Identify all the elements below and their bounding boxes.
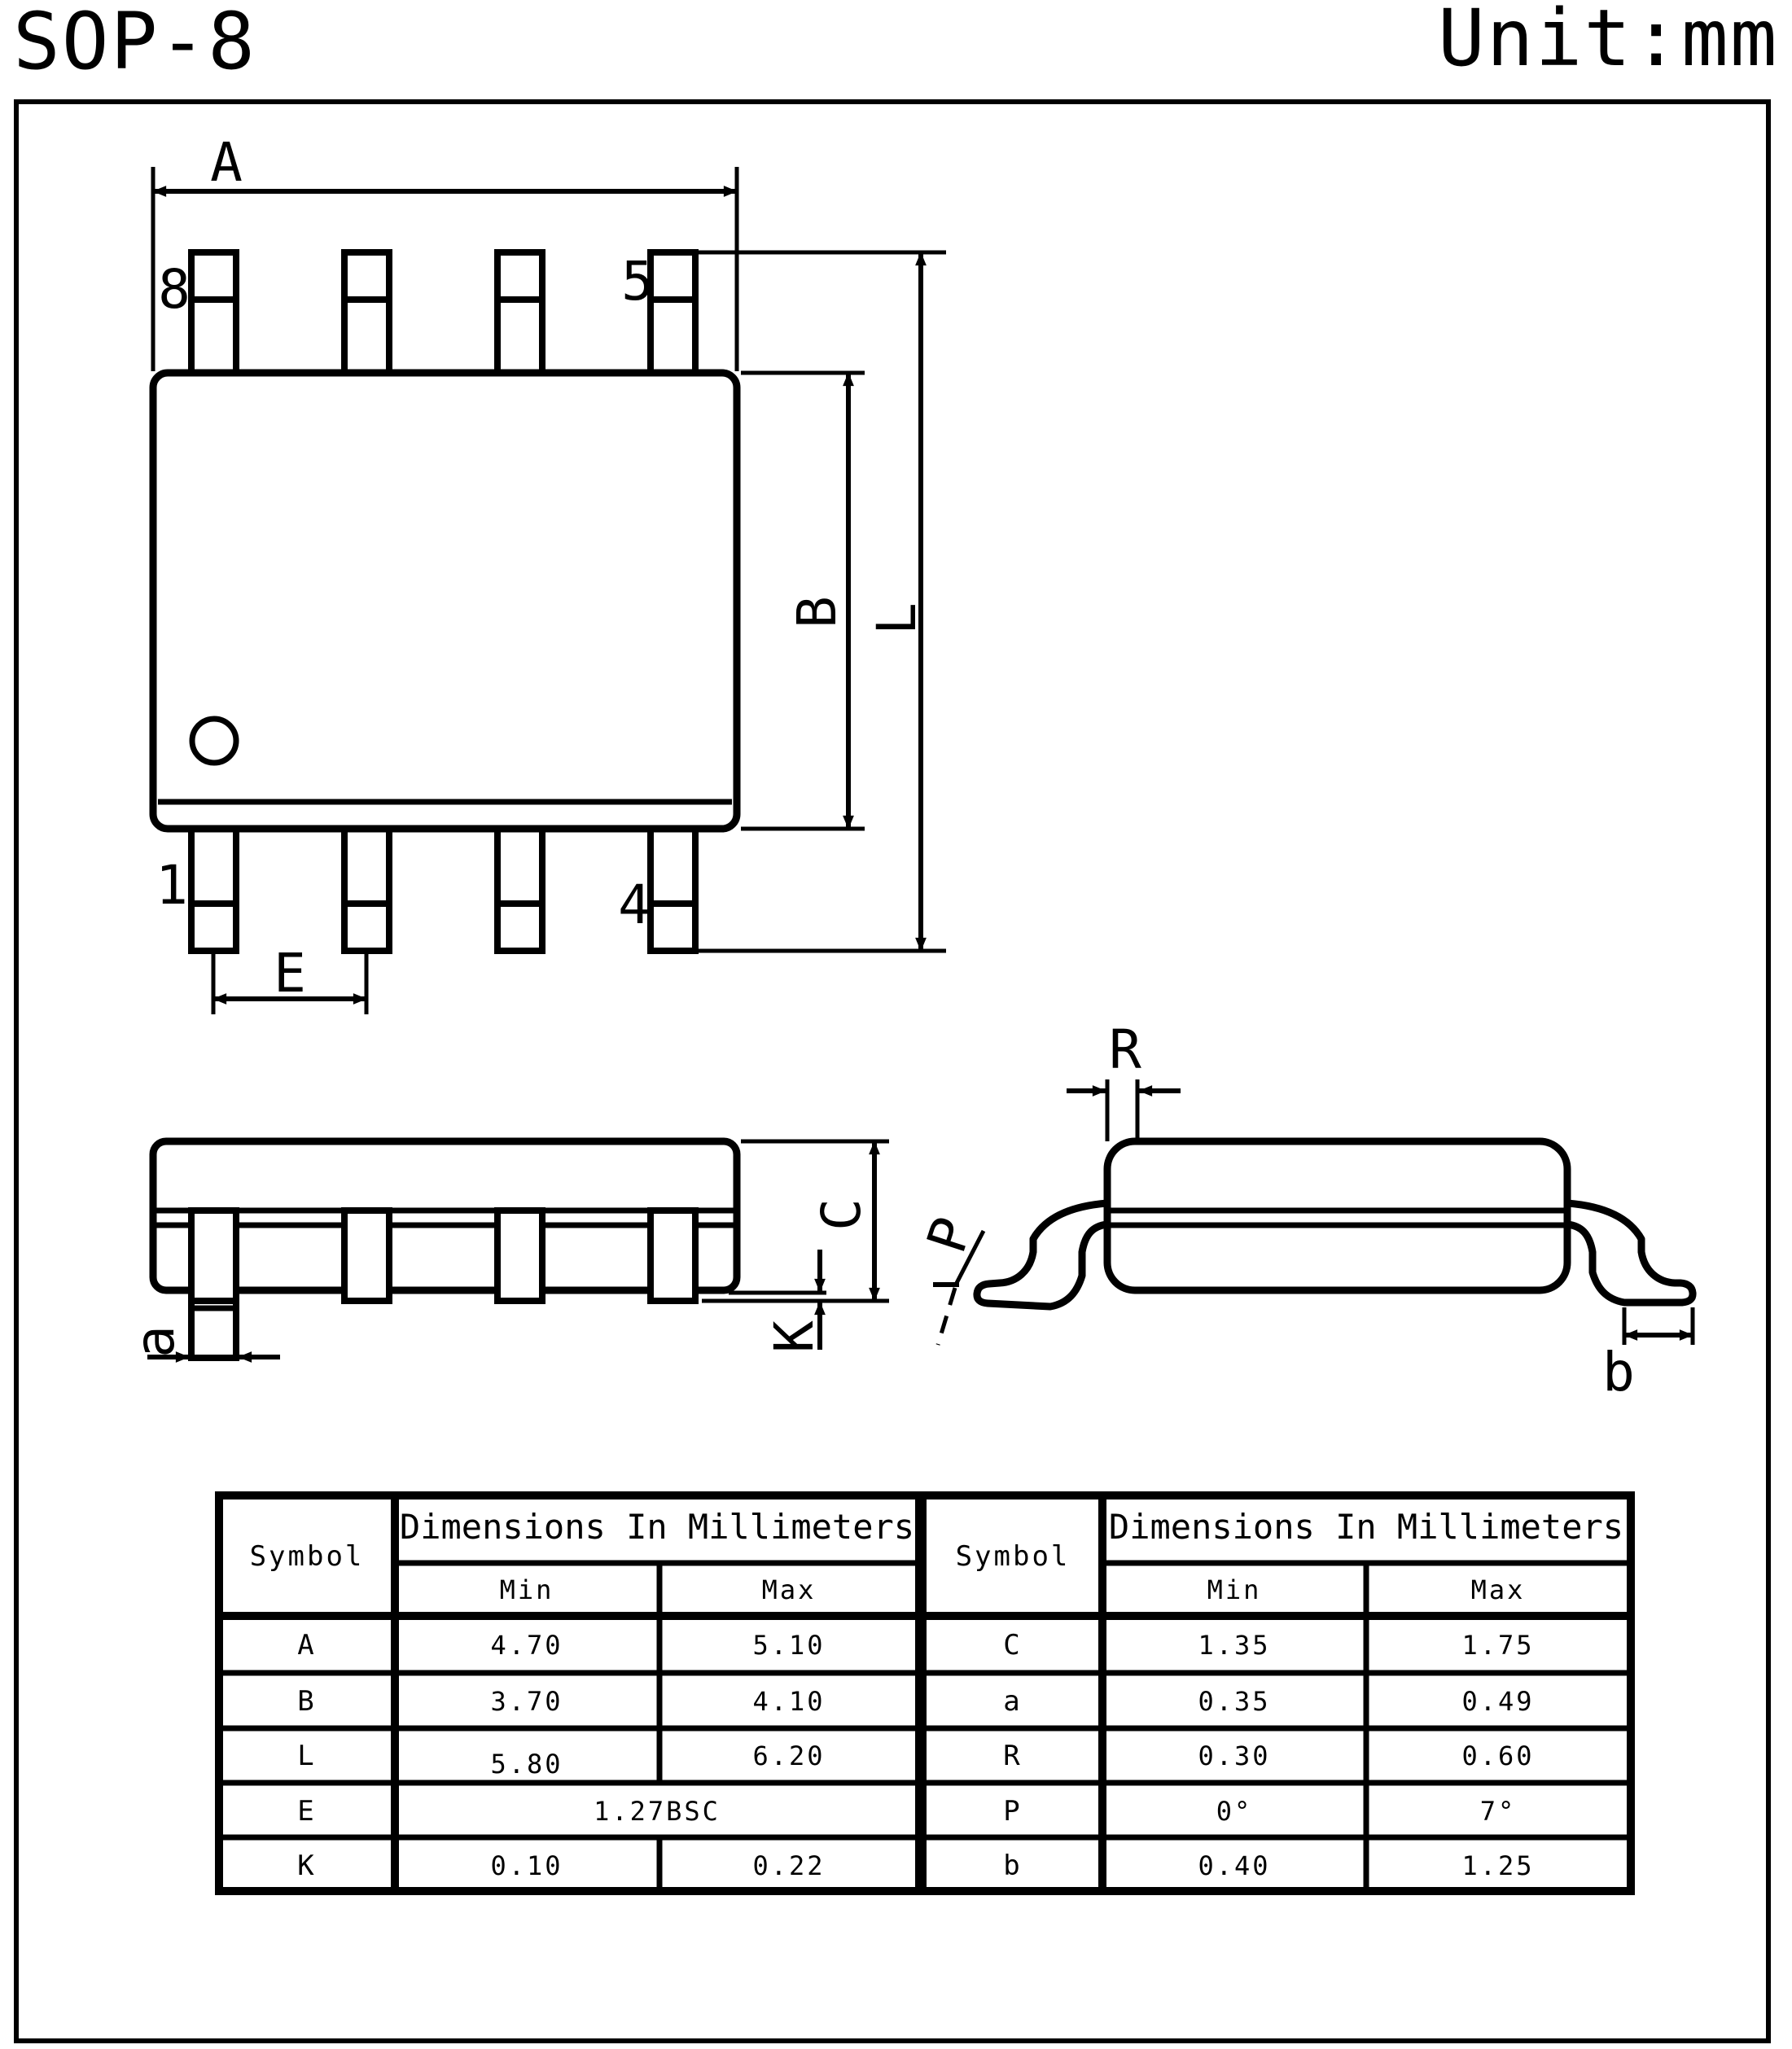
package-body-top-view — [153, 373, 737, 829]
row-symbol: L — [297, 1740, 317, 1772]
row-symbol: b — [1003, 1850, 1023, 1882]
gull-wing-lead-left — [977, 1203, 1107, 1307]
row-symbol: A — [297, 1629, 317, 1662]
row-max: 7° — [1479, 1796, 1517, 1827]
table-row — [297, 1795, 721, 1828]
row-max: 0.60 — [1461, 1740, 1535, 1771]
min-header: Min — [499, 1574, 554, 1605]
row-max: 0.22 — [752, 1850, 826, 1881]
row-min: 0° — [1216, 1796, 1253, 1827]
table-row — [297, 1850, 825, 1882]
dim-a-label: A — [210, 131, 243, 194]
row-symbol: K — [297, 1850, 317, 1882]
symbol-header: Symbol — [955, 1540, 1071, 1573]
row-span-value: 1.27BSC — [594, 1796, 721, 1827]
row-max: 4.10 — [752, 1686, 826, 1717]
pin-1-number: 1 — [156, 854, 188, 917]
row-min: 4.70 — [490, 1630, 563, 1661]
dim-b-label: B — [786, 596, 848, 628]
row-min: 5.80 — [490, 1749, 563, 1780]
min-header: Min — [1207, 1574, 1262, 1605]
dim-k-label: K — [763, 1320, 826, 1353]
table-row — [1003, 1795, 1516, 1828]
pin-5-lead — [651, 252, 695, 373]
table-row — [297, 1740, 825, 1780]
dim-r-label: R — [1109, 1018, 1141, 1081]
pin-1-lead — [191, 829, 236, 951]
package-body-end-view — [1107, 1141, 1567, 1290]
row-min: 1.35 — [1198, 1630, 1271, 1661]
pin-5-number: 5 — [621, 250, 654, 313]
pin-8-lead — [191, 252, 236, 373]
dim-e-label: E — [274, 942, 306, 1005]
row-min: 0.10 — [490, 1850, 563, 1881]
side-pin — [497, 1211, 542, 1301]
unit-label: Unit:mm — [1438, 0, 1779, 84]
dimension-table-left — [219, 1495, 919, 1891]
dimensions-header: Dimensions In Millimeters — [1108, 1507, 1624, 1547]
dim-a-lower-label: a — [124, 1325, 186, 1358]
pin-4-number: 4 — [618, 873, 651, 936]
table-row — [1003, 1685, 1534, 1718]
row-min: 3.70 — [490, 1686, 563, 1717]
row-symbol: E — [297, 1795, 317, 1828]
pin-3-lead — [497, 829, 542, 951]
row-symbol: B — [297, 1685, 317, 1718]
dimensions-header: Dimensions In Millimeters — [399, 1507, 915, 1547]
gull-wing-lead-right — [1567, 1203, 1693, 1303]
dim-p-dashed-line — [938, 1288, 955, 1345]
page-title: SOP-8 — [13, 0, 256, 87]
row-max: 1.25 — [1461, 1850, 1535, 1881]
end-view — [915, 1018, 1693, 1403]
side-view — [124, 1141, 889, 1358]
row-max: 0.49 — [1461, 1686, 1535, 1717]
side-pin — [344, 1211, 389, 1301]
top-view — [153, 131, 946, 1014]
max-header: Max — [761, 1574, 817, 1605]
pin-4-lead — [651, 829, 695, 951]
row-min: 0.35 — [1198, 1686, 1271, 1717]
row-max: 6.20 — [752, 1740, 826, 1771]
dimension-table-right — [922, 1495, 1631, 1891]
table-row — [1003, 1740, 1534, 1772]
row-max: 5.10 — [752, 1630, 826, 1661]
row-max: 1.75 — [1461, 1630, 1535, 1661]
table-row — [297, 1629, 825, 1662]
side-pin — [651, 1211, 695, 1301]
dim-b-foot-label: b — [1602, 1341, 1635, 1403]
row-min: 0.40 — [1198, 1850, 1271, 1881]
max-header: Max — [1470, 1574, 1526, 1605]
pin-2-lead — [344, 829, 389, 951]
symbol-header: Symbol — [249, 1540, 365, 1573]
row-symbol: R — [1003, 1740, 1023, 1772]
dim-c-label: C — [810, 1198, 873, 1231]
row-min: 0.30 — [1198, 1740, 1271, 1771]
row-symbol: C — [1003, 1629, 1023, 1662]
row-symbol: a — [1003, 1685, 1023, 1718]
dim-l-label: L — [865, 602, 928, 635]
pin-8-number: 8 — [158, 258, 191, 321]
side-pin — [191, 1211, 236, 1301]
row-symbol: P — [1003, 1795, 1023, 1828]
table-row — [1003, 1850, 1534, 1882]
table-row — [297, 1685, 825, 1718]
table-row — [1003, 1629, 1534, 1662]
dim-p-label: P — [914, 1210, 985, 1260]
pin-7-lead — [344, 252, 389, 373]
pin-6-lead — [497, 252, 542, 373]
